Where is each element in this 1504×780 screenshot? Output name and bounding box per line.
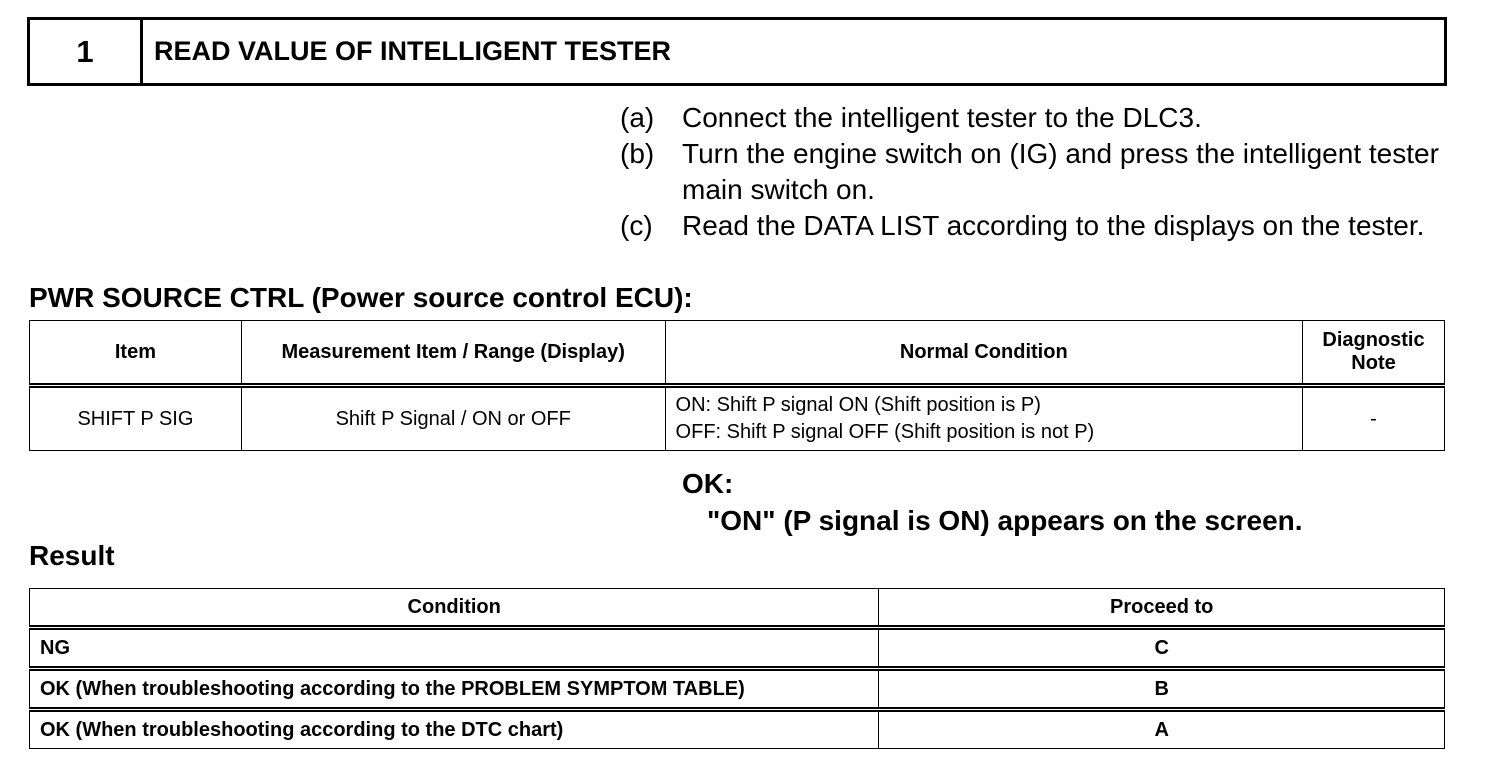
normal-off: OFF: Shift P signal OFF (Shift position is not P) <box>675 421 1095 443</box>
step-header <box>27 17 1447 86</box>
normal-on: ON: Shift P signal ON (Shift position is P) <box>675 394 1041 416</box>
instruction-item <box>620 136 1450 208</box>
cell-item: SHIFT P SIG <box>30 386 242 451</box>
cell-condition: OK (When troubleshooting according to the DTC chart) <box>30 710 879 749</box>
instruction-text: Connect the intelligent tester to the DLC3. <box>682 102 1202 133</box>
datalist-header-row <box>30 321 1445 386</box>
datalist-table <box>29 320 1445 451</box>
instruction-item <box>620 208 1450 244</box>
cell-proceed: A <box>879 710 1445 749</box>
cell-condition: OK (When troubleshooting according to the PROBLEM SYMPTOM TABLE) <box>30 669 879 710</box>
cell-proceed: C <box>879 628 1445 669</box>
instruction-letter: (b) <box>620 138 655 169</box>
header-condition: Condition <box>30 589 879 628</box>
cell-condition: NG <box>30 628 879 669</box>
result-heading: Result <box>29 540 115 571</box>
table-row <box>30 386 1445 451</box>
instruction-text: Read the DATA LIST according to the displays on the tester. <box>682 210 1425 241</box>
datalist-heading: PWR SOURCE CTRL (Power source control ECU): <box>29 282 693 313</box>
header-item: Item <box>30 321 242 386</box>
header-normal-condition: Normal Condition <box>665 321 1302 386</box>
cell-measurement: Shift P Signal / ON or OFF <box>241 386 665 451</box>
instruction-text: Turn the engine switch on (IG) and press the intelligent tester main switch on. <box>682 138 1439 205</box>
cell-proceed: B <box>879 669 1445 710</box>
header-proceed: Proceed to <box>879 589 1445 628</box>
step-number: 1 <box>30 20 143 83</box>
result-table <box>29 588 1445 749</box>
header-diagnostic-note: Diagnostic Note <box>1303 321 1445 386</box>
ok-text: "ON" (P signal is ON) appears on the screen. <box>707 505 1303 536</box>
instruction-item <box>620 100 1450 136</box>
table-row <box>30 669 1445 710</box>
step-title: READ VALUE OF INTELLIGENT TESTER <box>154 36 672 66</box>
table-row <box>30 628 1445 669</box>
instruction-list <box>620 100 1450 244</box>
cell-normal-condition <box>665 386 1302 451</box>
header-measurement: Measurement Item / Range (Display) <box>241 321 665 386</box>
ok-label: OK: <box>682 468 734 499</box>
instruction-letter: (a) <box>620 102 655 133</box>
cell-diagnostic-note: - <box>1303 386 1445 451</box>
result-header-row <box>30 589 1445 628</box>
table-row <box>30 710 1445 749</box>
instruction-letter: (c) <box>620 210 653 241</box>
